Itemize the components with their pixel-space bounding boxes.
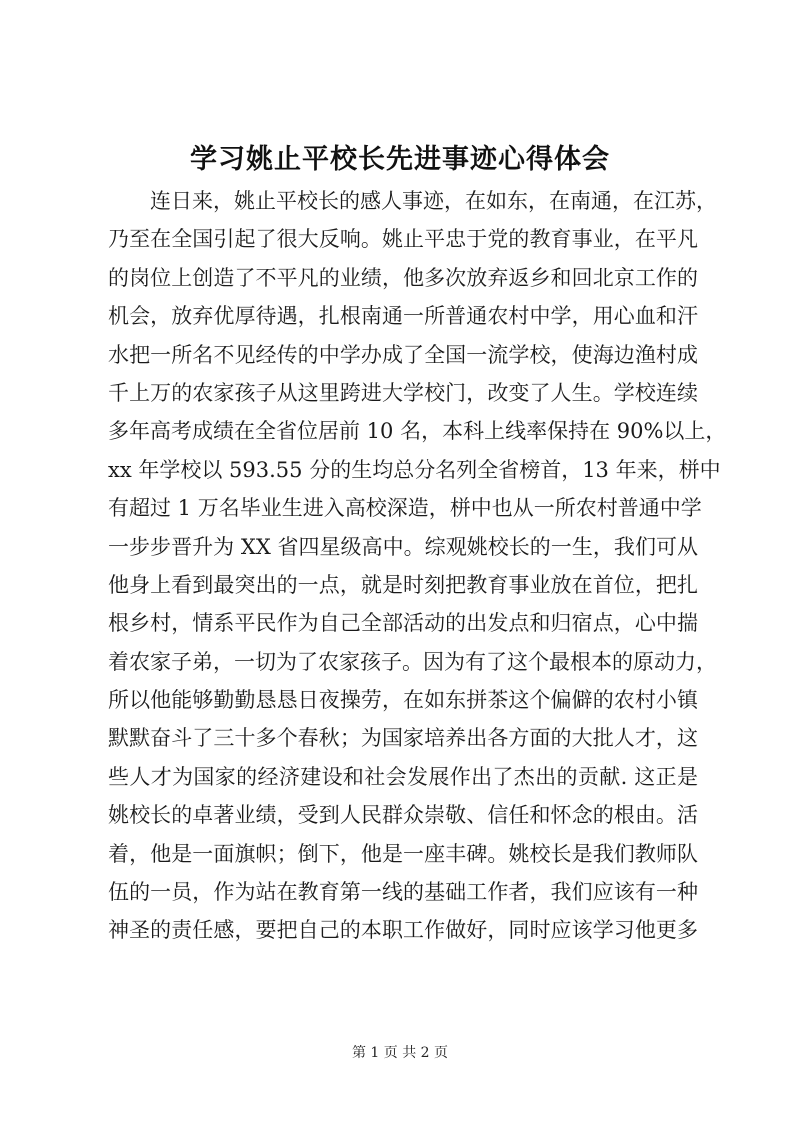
text-line: 连日来，姚止平校长的感人事迹，在如东，在南通，在江苏， — [150, 189, 717, 213]
text-line: 姚校长的卓著业绩，受到人民群众崇敬、信任和怀念的根由。活 — [108, 803, 698, 828]
text-line: xx 年学校以 593.55 分的生均总分名列全省榜首，13 年来，栟中 — [108, 457, 721, 482]
body-paragraph — [108, 182, 727, 950]
text-line: 着农家子弟，一切为了农家孩子。因为有了这个最根本的原动力， — [108, 649, 717, 674]
text-line: 千上万的农家孩子从这里跨进大学校门，改变了人生。学校连续 — [108, 380, 698, 405]
text-line: 神圣的责任感，要把自己的本职工作做好，同时应该学习他更多 — [108, 918, 698, 943]
text-line: 机会，放弃优厚待遇，扎根南通一所普通农村中学，用心血和汗 — [108, 304, 698, 329]
text-line: 着，他是一面旗帜；倒下，他是一座丰碑。姚校长是我们教师队 — [108, 841, 698, 866]
text-line: 水把一所名不见经传的中学办成了全国一流学校，使海边渔村成 — [108, 342, 698, 367]
text-line: 根乡村，情系平民作为自己全部活动的出发点和归宿点，心中揣 — [108, 611, 698, 636]
text-line: 的岗位上创造了不平凡的业绩，他多次放弃返乡和回北京工作的 — [108, 265, 698, 290]
page-title: 学习姚止平校长先进事迹心得体会 — [190, 144, 610, 175]
text-line: 多年高考成绩在全省位居前 10 名，本科上线率保持在 90%以上， — [108, 419, 727, 444]
text-line: 他身上看到最突出的一点，就是时刻把教育事业放在首位，把扎 — [108, 572, 698, 597]
text-line: 默默奋斗了三十多个春秋；为国家培养出各方面的大批人才，这 — [108, 726, 698, 751]
text-line: 伍的一员，作为站在教育第一线的基础工作者，我们应该有一种 — [108, 880, 698, 905]
text-line: 所以他能够勤勤恳恳日夜操劳，在如东拼茶这个偏僻的农村小镇 — [108, 688, 698, 713]
text-line: 些人才为国家的经济建设和社会发展作出了杰出的贡献. 这正是 — [108, 764, 698, 789]
text-line: 乃至在全国引起了很大反响。姚止平忠于党的教育事业，在平凡 — [108, 227, 698, 252]
text-line: 有超过 1 万名毕业生进入高校深造，栟中也从一所农村普通中学 — [108, 496, 702, 521]
page-number: 第 1 页 共 2 页 — [351, 1045, 449, 1061]
text-line: 一步步晋升为 XX 省四星级高中。综观姚校长的一生，我们可从 — [108, 534, 698, 559]
